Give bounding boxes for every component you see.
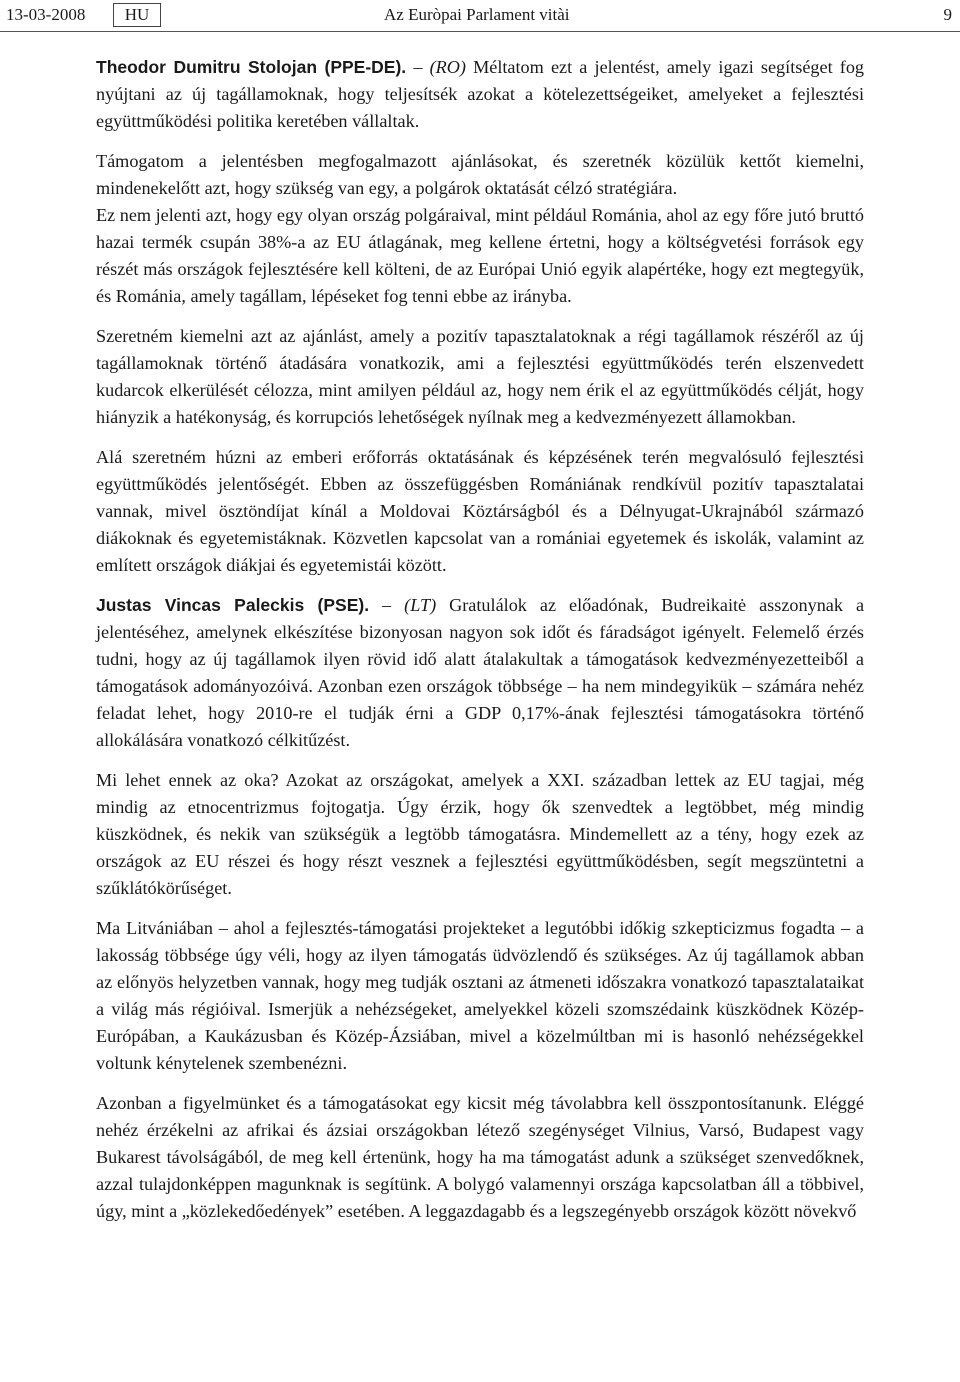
- paragraph: Azonban a figyelmünket és a támogatásokat egy kicsit még távolabbra kell összpontosítanunk. Eléggé nehéz érzékelni az afrikai és ázsiai országokban létező szegénységet Vilnius, Varsó, Budapest vagy Bukarest távolságából, de meg kell értenünk, hogy ha ma támogatást adunk a szükséget szenvedőknek, azzal tulajdonképpen magunknak is segítünk. A bolygó valamennyi országa kapcsolatban áll a többivel, úgy, mint a „közlekedőedények” esetében. A leggazdagabb és a legszegényebb országok között növekvő: [96, 1093, 864, 1221]
- paragraph-text: Gratulálok az előadónak, Budreikaitė asszonynak a jelentéséhez, amelynek elkészítése bizonyosan nagyon sok időt és fáradságot igényelt. Felemelő érzés tudni, hogy az új tagállamok ilyen rövid idő alatt átalakultak a támogatások kedvezményezetteiből a támogatások adományozóivá. Azonban ezen országok többsége – ha nem mindegyikük – számára nehéz feladat lehet, hogy 2010-re el tudják érni a GDP 0,17%-ának fejlesztési támogatásokra történő allokálására vonatkozó célkitűzést.: [96, 595, 865, 750]
- paragraph: [96, 54, 864, 135]
- document-title: Az Euròpai Parlament vitài: [384, 5, 570, 24]
- page-header: [0, 0, 960, 32]
- speaker-name: Theodor Dumitru Stolojan (PPE-DE).: [96, 57, 407, 77]
- paragraph: Ma Litvániában – ahol a fejlesztés-támogatási projekteket a legutóbbi időkig szkepticizmus fogadta – a lakosság többsége úgy véli, hogy az ilyen támogatás üdvözlendő és szükséges. Az új tagállamok abban az előnyös helyzetben vannak, hogy meg tudják osztani az átmeneti időszakra vonatkozó tapasztalataikat a világ más régióival. Ismerjük a nehézségeket, amelyekkel közeli szomszédaink küszködnek Közép-Európában, a Kaukázusban és Közép-Ázsiában, mivel a közelmúltban mi is hasonló nehézségekkel voltunk kénytelenek szembenézni.: [96, 918, 864, 1073]
- dash: –: [369, 595, 405, 615]
- header-date: 13-03-2008: [6, 5, 86, 24]
- paragraph: Alá szeretném húzni az emberi erőforrás oktatásának és képzésének terén megvalósuló fejlesztési együttműködés jelentőségét. Ebben az összefüggésben Romániának rendkívül pozitív tapasztalatai vannak, mivel ösztöndíjat kínál a Moldovai Köztárságból és a Délnyugat-Ukrajnából származó diákoknak és egyetemistáknak. Közvetlen kapcsolat van a romániai egyetemek és iskolák, valamint az említett országok diákjai és egyetemistái között.: [96, 447, 864, 575]
- paragraph: Ez nem jelenti azt, hogy egy olyan ország polgáraival, mint például Románia, ahol az egy főre jutó bruttó hazai termék csupán 38%-a az EU átlagának, meg kellene értetni, hogy a költségvetési források egy részét más országok fejlesztésére kell költeni, de az Európai Unió egyik alapértéke, hogy ezt megtegyük, és Románia, amely tagállam, lépéseket fog tenni ebbe az irányba.: [96, 205, 864, 306]
- dash: –: [406, 57, 430, 77]
- page-number: 9: [943, 5, 952, 24]
- paragraph: Támogatom a jelentésben megfogalmazott ajánlásokat, és szeretnék közülük kettőt kiemelni, mindenekelőtt azt, hogy szükség van egy, a polgárok oktatását célzó stratégiára.: [96, 151, 864, 198]
- paragraph: Szeretném kiemelni azt az ajánlást, amely a pozitív tapasztalatoknak a régi tagállamok részéről az új tagállamoknak történő átadására vonatkozik, ami a fejlesztési együttműködés terén elszenvedett kudarcok elkerülését célozza, mint amilyen például az, hogy nem érik el az együttműködés célját, hogy hiányzik a hatékonyság, és korrupciós lehetőségek nyílnak meg a kedvezményezett államokban.: [96, 326, 864, 427]
- paragraph: Mi lehet ennek az oka? Azokat az országokat, amelyek a XXI. században lettek az EU tagjai, még mindig az etnocentrizmus fojtogatja. Úgy érzik, hogy ők szenvedtek a legtöbbet, még mindig küszködnek, és nekik van szükségük a legtöbb támogatásra. Mindemellett az a tény, hogy ezek az országok az EU részei és hogy részt vesznek a fejlesztési együttműködésben, segít megszüntetni a szűklátókörűséget.: [96, 770, 864, 898]
- language-code: (RO): [429, 57, 466, 77]
- speaker-name: Justas Vincas Paleckis (PSE).: [96, 595, 370, 615]
- paragraph-text: Méltatom ezt a jelentést, amely igazi segítséget fog nyújtani az új tagállamoknak, hogy teljesítsék azokat a kötelezettségeiket, amelyeket a fejlesztési együttműködési politika keretében vállaltak.: [96, 57, 865, 131]
- document-body: [96, 54, 864, 1238]
- language-badge: HU: [113, 3, 161, 27]
- paragraph: [96, 592, 864, 754]
- language-code: (LT): [404, 595, 437, 615]
